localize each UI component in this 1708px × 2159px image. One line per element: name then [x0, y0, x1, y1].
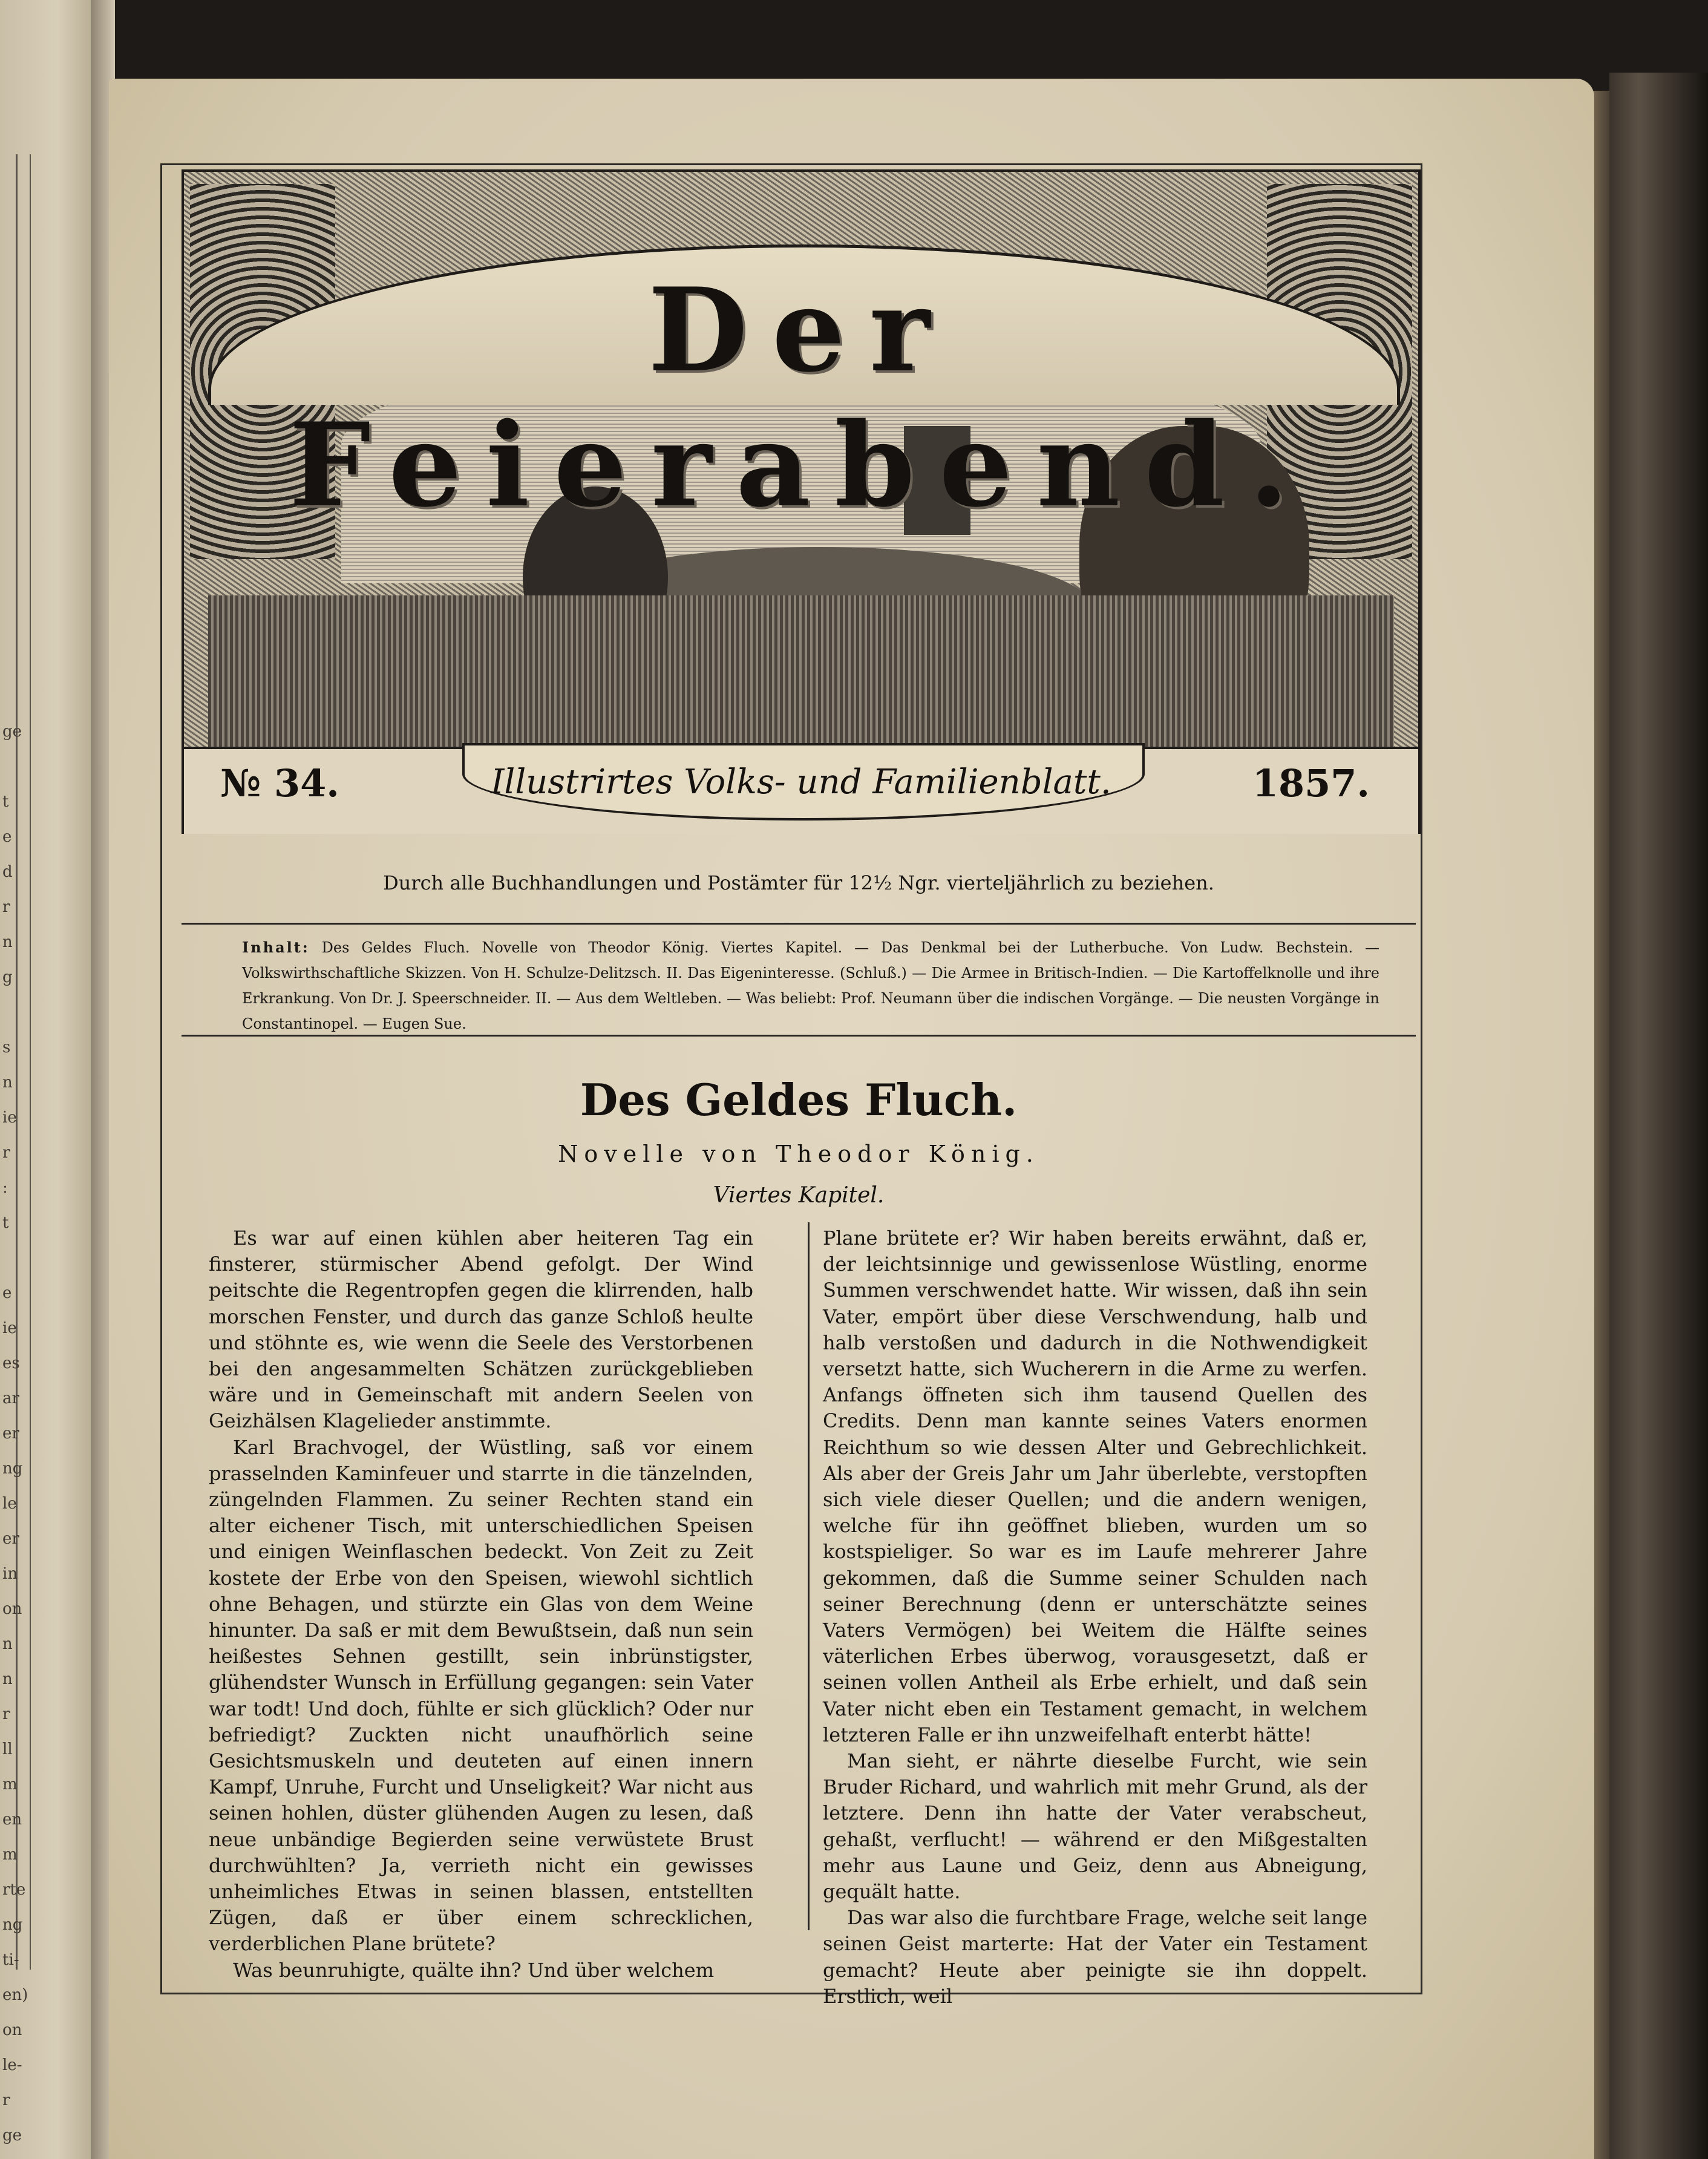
- column-left: [209, 1225, 753, 1984]
- masthead-subtitle: Illustrirtes Volks- und Familienblatt.: [491, 762, 1111, 802]
- masthead-illustration: [182, 169, 1421, 834]
- divider-top: [182, 923, 1416, 925]
- paragraph: Was beunruhigte, quälte ihn? Und über welchem: [233, 1958, 715, 1982]
- column-divider: [808, 1222, 810, 1930]
- paragraph: Es war auf einen kühlen aber heiteren Tag ein finsterer, stürmischer Abend gefolgt. Der Wind peitschte die Regentropfen gegen die klirrenden, halb morschen Fenster, und durch das ganze Schloß heulte und stöhnte es, wie wenn die Seele des Verstorbenen bei den angesammelten Schätzen zurückgeblieben wäre und in Gemeinschaft mit andern Seelen von Geizhälsen Klagelieder anstimmte.: [209, 1227, 753, 1433]
- paragraph: Man sieht, er nährte dieselbe Furcht, wie sein Bruder Richard, und wahrlich mit mehr Grund, als der letztere. Denn ihn hatte der Vater verabscheut, gehaßt, verflucht! — während er den Mißgestalten mehr aus Laune und Geiz, denn aus Abneigung, gequält hatte.: [823, 1749, 1367, 1904]
- paragraph: Karl Brachvogel, der Wüstling, saß vor einem prasselnden Kaminfeuer und starrte in die tänzelnden, züngelnden Flammen. Zu seiner Rechten stand ein alter eichener Tisch, mit unterschiedlichen Speisen und einigen Weinflaschen bedeckt. Von Zeit zu Zeit kostete der Erbe von den Speisen, wiewohl sichtlich ohne Behagen, und stürzte ein Glas von dem Weine hinunter. Da saß er mit dem Bewußtsein, daß nun sein heißestes Sehnen gestillt, sein inbrünstigster, glühendster Wunsch in Erfüllung gegangen: sein Vater war todt! Und doch, fühlte er sich glücklich? Oder nur befriedigt? Zuckten nicht unaufhörlich seine Gesichtsmuskeln und deuteten auf einen innern Kampf, Unruhe, Furcht und Unseligkeit? War nicht aus seinen hohlen, düster glühenden Augen zu lesen, daß neue unbändige Begierden seine verwüstete Brust durchwühlten? Ja, verrieth nicht ein gewisses unheimliches Etwas in seinen blassen, entstellten Zügen, daß er über einem schrecklichen, verderblichen Plane brütete?: [209, 1435, 753, 1956]
- paragraph: Das war also die furchtbare Frage, welche seit lange seinen Geist marterte: Hat der Vater ein Testament gemacht? Heute aber peinigte sie ihn doppelt. Erstlich, weil: [823, 1906, 1367, 2008]
- story-title: Des Geldes Fluch.: [580, 1074, 1018, 1125]
- issue-number: № 34.: [220, 761, 339, 805]
- issue-year: 1857.: [1252, 761, 1370, 805]
- previous-page-text-fragments: ge t e d r n g s n ie r : t e ie es ar er ng le er in on n n r ll m en m rte ng ti- en) on le- r ge: [2, 722, 28, 2144]
- story-chapter: Viertes Kapitel.: [713, 1183, 885, 1208]
- story-author: Novelle von Theodor König.: [558, 1141, 1039, 1167]
- divider-bottom: [182, 1035, 1416, 1037]
- subscription-note: Durch alle Buchhandlungen und Postämter für 12½ Ngr. vierteljährlich zu beziehen.: [383, 871, 1214, 894]
- book-binding: [1609, 73, 1708, 2159]
- table-of-contents: [242, 935, 1379, 1037]
- contents-text: Des Geldes Fluch. Novelle von Theodor König. Viertes Kapitel. — Das Denkmal bei der Lutherbuche. Von Ludw. Bechstein. — Volkswirthschaftliche Skizzen. Von H. Schulze-Delitzsch. II. Das Eigeninteresse. (Schluß.) — Die Armee in Britisch-Indien. — Die Kartoffelknolle und ihre Erkrankung. Von Dr. J. Speerschneider. II. — Aus dem Weltleben. — Was beliebt: Prof. Neumann über die indischen Vorgänge. — Die neusten Vorgänge in Constantinopel. — Eugen Sue.: [242, 939, 1379, 1032]
- paragraph: Plane brütete er? Wir haben bereits erwähnt, daß er, der leichtsinnige und gewissenlose Wüstling, enorme Summen verschwendet hatte. Wir wissen, daß ihn sein Vater, empört über diese Verschwendung, halb und halb verstoßen und dadurch in die Nothwendigkeit versetzt hatte, sich Wucherern in die Arme zu werfen. Anfangs öffneten sich ihm tausend Quellen des Credits. Denn man kannte seines Vaters enormen Reichthum so wie dessen Alter und Gebrechlichkeit. Als aber der Greis Jahr um Jahr überlebte, verstopften sich viele dieser Quellen; und die andern wenigen, welche für ihn geöffnet blieben, wurden um so kostspieliger. So war es im Laufe mehrerer Jahre gekommen, daß die Summe seiner Schulden nach seiner Berechnung (denn er unterschätzte seines Vaters Vermögen) bei Weitem die Hälfte seines väterlichen Erbes überwog, vorausgesetzt, daß er seinen vollen Antheil als Erbe erhielt, und daß sein Vater nicht eben ein Testament gemacht, in welchem letzteren Falle er ihn unzweifelhaft enterbt hätte!: [823, 1227, 1367, 1746]
- contents-label: Inhalt:: [242, 939, 310, 956]
- masthead-title: Der Feierabend.: [289, 263, 1314, 532]
- masthead-scroll: [184, 747, 1418, 834]
- previous-page: [0, 0, 96, 2159]
- column-right: [823, 1225, 1367, 2010]
